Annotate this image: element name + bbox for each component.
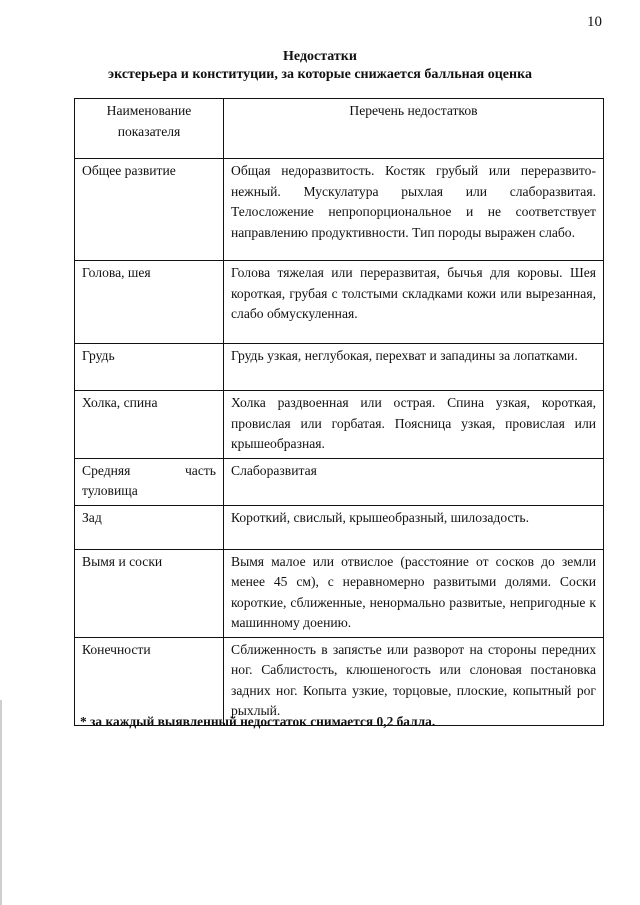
header-defects xyxy=(224,99,604,159)
header-indicator-label: Наименование показателя xyxy=(106,103,192,139)
row-defects-cell xyxy=(224,549,604,637)
row-defects-cell xyxy=(224,391,604,459)
table-row xyxy=(75,159,604,261)
title-line-2: экстерьера и конституции, за которые снижается балльная оценка xyxy=(108,67,532,82)
row-defects: Короткий, свислый, крышеобразный, шилозадость. xyxy=(231,509,530,525)
row-name-cell xyxy=(75,261,224,344)
row-defects: Грудь узкая, неглубокая, перехват и западины за лопатками. xyxy=(231,348,578,363)
header-indicator xyxy=(75,99,224,159)
row-name: Холка, спина xyxy=(82,395,158,410)
table-row xyxy=(75,458,604,505)
row-defects: Голова тяжелая или переразвитая, бычья для коровы. Шея короткая, грубая с толстыми складками кожи или вырезанная, слабо обмускуленная. xyxy=(231,265,596,321)
footnote: * за каждый выявленный недостаток снимается 0,2 балла. xyxy=(80,714,436,729)
row-defects-cell xyxy=(224,261,604,344)
row-defects-cell xyxy=(224,159,604,261)
table-header-row xyxy=(75,99,604,159)
row-name-cell xyxy=(75,637,224,725)
row-name-cell xyxy=(75,159,224,261)
scan-edge-mark xyxy=(0,700,2,905)
table-row xyxy=(75,261,604,344)
row-defects-cell xyxy=(224,505,604,549)
table-row xyxy=(75,505,604,549)
row-defects: Общая недоразвитость. Костяк грубый или переразвито-нежный. Мускулатура рыхлая или слаборазвитая. Телосложение непропорциональное и не соответствует направлению продуктивности. Тип породы выражен слабо. xyxy=(231,163,596,240)
row-name: Зад xyxy=(82,509,102,525)
row-name-cell xyxy=(75,549,224,637)
header-defects-label: Перечень недостатков xyxy=(349,103,478,118)
row-name: Грудь xyxy=(82,348,115,363)
defects-table xyxy=(74,98,604,726)
row-defects: Сближенность в запястье или разворот на стороны передних ног. Саблистость, клюшеногость или слоновая постановка задних ног. Копыта узкие, торцовые, плоские, копытный рог рыхлый. xyxy=(231,641,596,718)
row-name: Вымя и соски xyxy=(82,553,163,569)
row-defects: Слаборазвитая xyxy=(231,462,317,478)
row-name: Общее развитие xyxy=(82,163,176,178)
table-row xyxy=(75,549,604,637)
document-title xyxy=(0,48,640,84)
row-name: Голова, шея xyxy=(82,265,151,280)
row-name-cell xyxy=(75,505,224,549)
table-row xyxy=(75,637,604,725)
row-name: Конечности xyxy=(82,641,151,657)
title-line-1: Недостатки xyxy=(283,49,357,64)
table-row xyxy=(75,344,604,391)
row-name-cell xyxy=(75,344,224,391)
row-defects-cell xyxy=(224,458,604,505)
row-name: Средняя часть туловища xyxy=(82,462,216,498)
row-defects-cell xyxy=(224,637,604,725)
row-defects-cell xyxy=(224,344,604,391)
table-row xyxy=(75,391,604,459)
row-defects: Вымя малое или отвислое (расстояние от сосков до земли менее 45 см), с неравномерно развитыми долями. Соски короткие, сближенные, ненормально развитые, непригодные к машинному доению. xyxy=(231,553,596,630)
row-name-cell xyxy=(75,391,224,459)
page-number: 10 xyxy=(587,14,602,30)
row-defects: Холка раздвоенная или острая. Спина узкая, короткая, провислая или горбатая. Поясница узкая, провислая или крышеобразная. xyxy=(231,395,596,451)
row-name-cell xyxy=(75,458,224,505)
